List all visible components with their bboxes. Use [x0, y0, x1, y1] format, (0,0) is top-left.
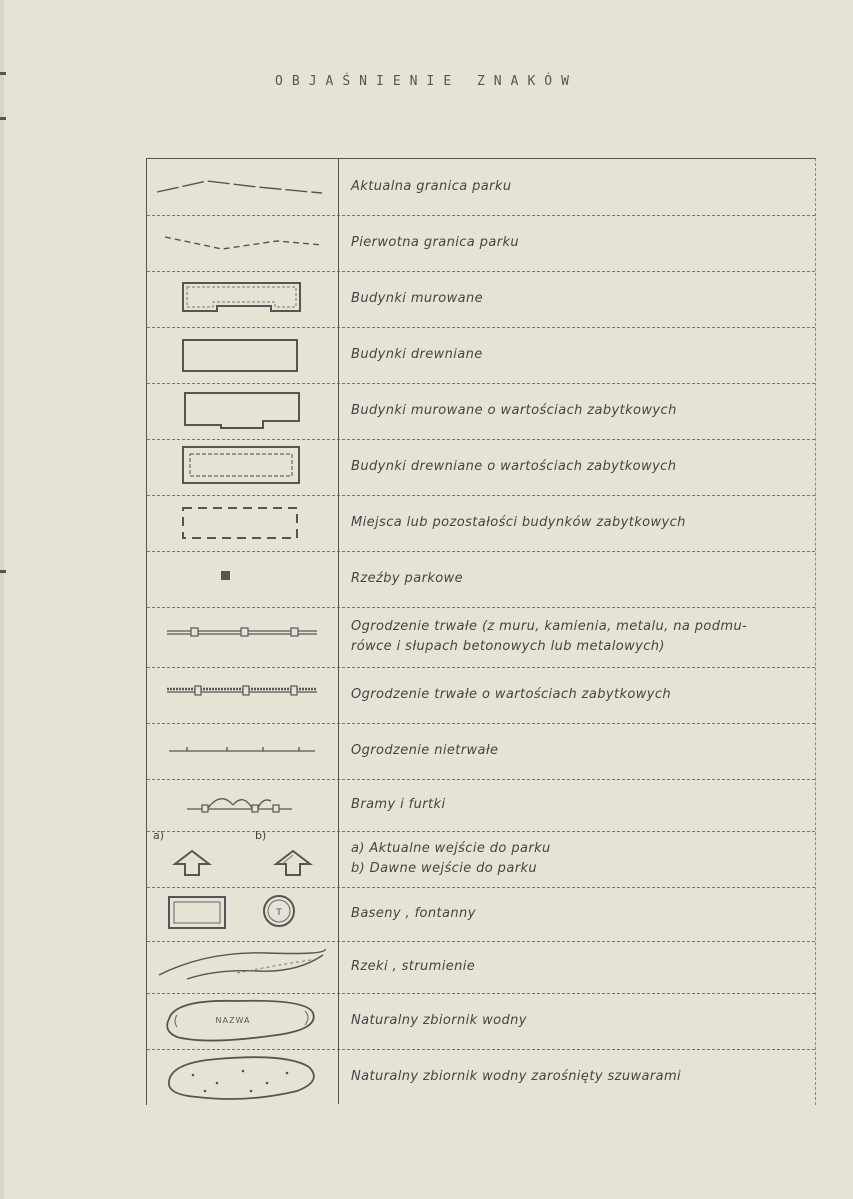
- legend-text: Baseny , fontanny: [351, 906, 476, 921]
- legend-row: [147, 667, 815, 724]
- legend-text: Ogrodzenie nietrwałe: [351, 743, 499, 758]
- legend-text: Budynki murowane: [351, 291, 484, 306]
- legend-text: Naturalny zbiornik wodny zarośnięty szuwarami: [351, 1069, 682, 1084]
- legend-text: Miejsca lub pozostałości budynków zabytkowych: [351, 515, 686, 530]
- legend-text: Budynki drewniane o wartościach zabytkowych: [351, 459, 677, 474]
- temporary-fence-icon: [147, 723, 338, 779]
- fountain-mark: T: [276, 908, 282, 918]
- legend-text: Naturalny zbiornik wodny: [351, 1013, 527, 1028]
- current-boundary-line-icon: [147, 159, 338, 215]
- pond-label: NAZWA: [215, 1016, 251, 1025]
- legend-table: [146, 158, 816, 1105]
- reed-pond-icon: [147, 1049, 338, 1105]
- legend-row: [147, 383, 815, 440]
- legend-row: [147, 439, 815, 496]
- historic-fence-icon: [147, 667, 338, 723]
- park-sculpture-icon: [147, 551, 338, 607]
- legend-text: Budynki murowane o wartościach zabytkowych: [351, 403, 677, 418]
- page-edge: [0, 0, 4, 1199]
- historic-brick-building-icon: [147, 383, 338, 439]
- legend-row: [147, 1049, 815, 1105]
- building-remains-icon: [147, 495, 338, 551]
- current-entrance-label: a): [153, 829, 165, 842]
- legend-text-line: a) Aktualne wejście do parku: [351, 841, 551, 856]
- binding-mark: [0, 117, 6, 120]
- legend-row: [147, 607, 815, 668]
- legend-text: Rzeźby parkowe: [351, 571, 464, 586]
- wooden-building-icon: [147, 327, 338, 383]
- legend-text: Rzeki , strumienie: [351, 959, 476, 974]
- binding-mark: [0, 570, 6, 573]
- legend-text: [351, 607, 811, 667]
- historic-wooden-building-icon: [147, 439, 338, 495]
- legend-row: [147, 327, 815, 384]
- legend-text: [351, 831, 811, 887]
- natural-pond-icon: [147, 993, 338, 1049]
- gate-icon: [147, 779, 338, 831]
- legend-row: [147, 993, 815, 1050]
- legend-text-line: b) Dawne wejście do parku: [351, 861, 538, 876]
- column-divider: [338, 158, 339, 1104]
- legend-text-line: rówce i słupach betonowych lub metalowych): [351, 639, 665, 654]
- legend-text: Pierwotna granica parku: [351, 235, 520, 250]
- legend-row: [147, 941, 815, 994]
- legend-row: [147, 551, 815, 608]
- legend-row: [147, 271, 815, 328]
- legend-row: [147, 215, 815, 272]
- legend-text: Bramy i furtki: [351, 797, 446, 812]
- legend-text: Aktualna granica parku: [351, 179, 512, 194]
- entrance-arrows-icon: [147, 831, 338, 887]
- original-boundary-line-icon: [147, 215, 338, 271]
- pool-fountain-icon: [147, 887, 338, 941]
- legend-text: Ogrodzenie trwałe o wartościach zabytkowych: [351, 687, 672, 702]
- legend-row: [147, 495, 815, 552]
- legend-row: [147, 779, 815, 832]
- legend-row: [147, 159, 815, 216]
- legend-text: Budynki drewniane: [351, 347, 483, 362]
- legend-text-line: Ogrodzenie trwałe (z muru, kamienia, metalu, na podmu-: [351, 619, 748, 634]
- page-title: OBJAŚNIENIE ZNAKÓW: [275, 74, 578, 89]
- former-entrance-label: b): [255, 829, 267, 842]
- legend-row: [147, 723, 815, 780]
- legend-row: [147, 831, 815, 888]
- legend-row: [147, 887, 815, 942]
- brick-building-icon: [147, 271, 338, 327]
- river-icon: [147, 941, 338, 993]
- permanent-fence-icon: [147, 607, 338, 667]
